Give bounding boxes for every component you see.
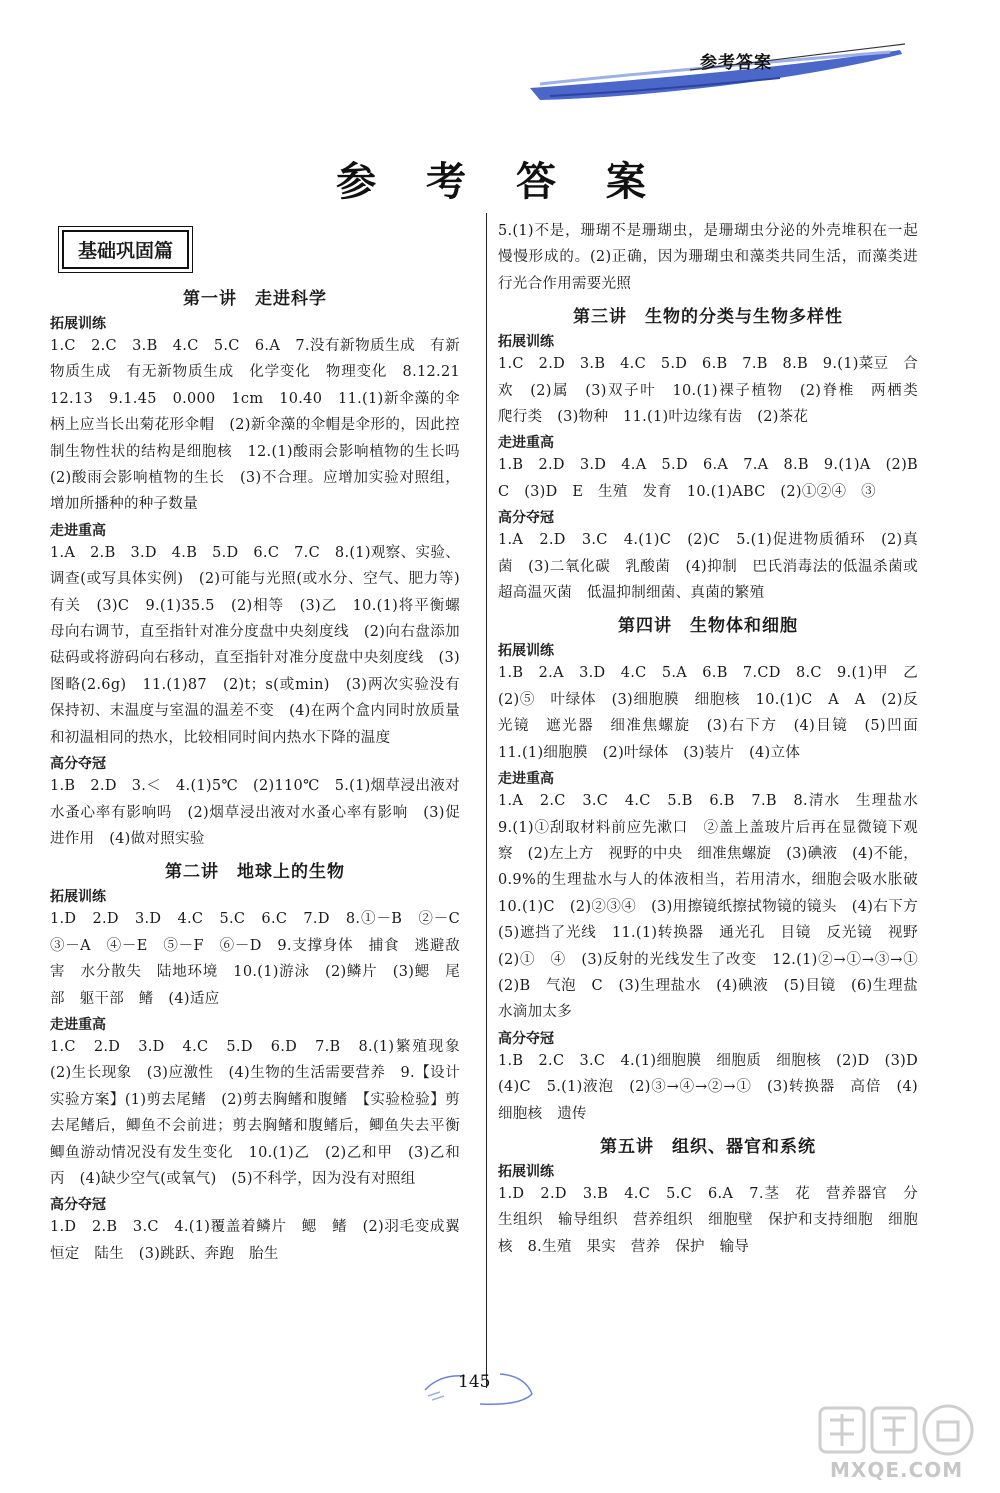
sub-heading: 走进重高 bbox=[498, 435, 554, 452]
lecture-title: 第三讲 生物的分类与生物多样性 bbox=[573, 307, 843, 328]
answer-block: 1.D 2.D 3.D 4.C 5.C 6.C 7.D 8.①－B ②－C ③－A ④－E ⑤－F ⑥－D 9.支撑身体 捕食 逃避敌害 水分散失 陆地环境 10.(1)游泳 (2)鳞片 (3)鳃 尾部 躯干部 鳍 (4)适应 bbox=[50, 911, 475, 1007]
answer-block: 1.C 2.C 3.B 4.C 5.C 6.A 7.没有新物质生成 有新物质生成 有无新物质生成 化学变化 物理变化 8.12.21 12.13 9.1.45 0.000 1cm 10.40 11.(1)新伞藻的伞柄上应当长出菊花形伞帽 (2)新伞藻的伞帽是伞形的，因此控制生物性状的结构是细胞核 12.(1)酸雨会影响植物的生长吗 (2)酸雨会影响植物的生长 (3)不合理。应增加实验对照组，增加所播种的种子数量 bbox=[50, 338, 475, 513]
sub-heading: 拓展训练 bbox=[498, 334, 554, 351]
left-column bbox=[50, 218, 475, 1267]
watermark-text: MXQE.COM bbox=[830, 1458, 964, 1482]
answer-block: 1.B 2.A 3.D 4.C 5.A 6.B 7.CD 8.C 9.(1)甲 乙 (2)⑤ 叶绿体 (3)细胞膜 细胞核 10.(1)C A A (2)反光镜 遮光器 细准焦螺旋 (3)右下方 (4)目镜 (5)凹面 11.(1)细胞膜 (2)叶绿体 (3)装片 (4)立体 bbox=[498, 665, 933, 761]
sub-heading: 拓展训练 bbox=[50, 889, 106, 906]
answer-block: 1.A 2.C 3.C 4.C 5.B 6.B 7.B 8.清水 生理盐水 9.(1)①刮取材料前应先漱口 ②盖上盖玻片后再在显微镜下观察 (2)左上方 视野的中央 细准焦螺旋 (3)碘液 (4)不能，0.9%的生理盐水与人的体液相当，若用清水，细胞会吸水胀破 10.(1)C (2)②③④ (3)用擦镜纸擦拭物镜的镜头 (4)右下方 (5)遮挡了光线 11.(1)转换器 通光孔 目镜 反光镜 视野 (2)① ④ (3)反射的光线发生了改变 12.(1)②→①→③→① (2)B 气泡 C (3)生理盐水 (4)碘液 (5)目镜 (6)生理盐水滴加太多 bbox=[498, 793, 933, 1021]
answer-block: 1.D 2.D 3.B 4.C 5.C 6.A 7.茎 花 营养器官 分生组织 输导组织 营养组织 细胞壁 保护和支持细胞 细胞核 8.生殖 果实 营养 保护 输导 bbox=[498, 1185, 918, 1255]
sub-heading: 拓展训练 bbox=[50, 316, 106, 332]
sub-heading: 高分夺冠 bbox=[50, 1197, 106, 1214]
lecture-title: 第一讲 走进科学 bbox=[183, 289, 327, 309]
page-number: 145 bbox=[458, 1372, 491, 1392]
sub-heading: 拓展训练 bbox=[498, 643, 554, 660]
answer-block: 5.(1)不是，珊瑚不是珊瑚虫，是珊瑚虫分泌的外壳堆积在一起慢慢形成的。(2)正确，因为珊瑚虫和藻类共同生活，而藻类进行光合作用需要光照 bbox=[498, 223, 918, 292]
answer-block: 1.D 2.B 3.C 4.(1)覆盖着鳞片 鳃 鳍 (2)羽毛变成翼 恒定 陆生 (3)跳跃、奔跑 胎生 bbox=[50, 1219, 475, 1262]
sub-heading: 高分夺冠 bbox=[498, 510, 554, 527]
section-label: 基础巩固篇 bbox=[62, 230, 189, 269]
lecture-title: 第四讲 生物体和细胞 bbox=[618, 616, 798, 637]
answer-block: 1.B 2.D 3.＜ 4.(1)5℃ (2)110℃ 5.(1)烟草浸出液对水蚤心率有影响吗 (2)烟草浸出液对水蚤心率有影响 (3)促进作用 (4)做对照实验 bbox=[50, 778, 460, 847]
column-divider bbox=[486, 213, 487, 1388]
sub-heading: 走进重高 bbox=[50, 1016, 106, 1033]
answer-block: 1.A 2.B 3.D 4.B 5.D 6.C 7.C 8.(1)观察、实验、调查(或写具体实例) (2)可能与光照(或水分、空气、肥力等)有关 (3)C 9.(1)35.5 (2)相等 (3)乙 10.(1)将平衡螺母向右调节，直至指针对准分度盘中央刻度线 (2)向右盘添加砝码或将游码向右移动，直至指针对准分度盘中央刻度线 (3)图略(2.6g) 11.(1)87 (2)t；s(或min) (3)两次实验没有保持初、末温度与室温的温差不变 (4)在两个盒内同时放质量和初温相同的热水，比较相同时间内热水下降的温度 bbox=[50, 544, 460, 746]
sub-heading: 拓展训练 bbox=[498, 1163, 554, 1180]
lecture-title: 第二讲 地球上的生物 bbox=[165, 862, 345, 883]
answer-block: 1.B 2.C 3.C 4.(1)细胞膜 细胞质 细胞核 (2)D (3)D (4)C 5.(1)液泡 (2)③→④→②→① (3)转换器 高倍 (4)细胞核 遗传 bbox=[498, 1052, 933, 1122]
lecture-title: 第五讲 组织、器官和系统 bbox=[600, 1136, 816, 1157]
sub-heading: 走进重高 bbox=[498, 771, 554, 788]
answer-block: 1.C 2.D 3.B 4.C 5.D 6.B 7.B 8.B 9.(1)菜豆 合欢 (2)属 (3)双子叶 10.(1)裸子植物 (2)脊椎 两栖类 爬行类 (3)物种 11.(1)叶边缘有齿 (2)茶花 bbox=[498, 356, 933, 426]
answer-block: 1.C 2.D 3.D 4.C 5.D 6.D 7.B 8.(1)繁殖现象 (2)生长现象 (3)应激性 (4)生物的生活需要营养 9.【设计实验方案】(1)剪去尾鳍 (2)剪去胸鳍和腹鳍 【实验检验】剪去尾鳍后，鲫鱼不会前进；剪去胸鳍和腹鳍后，鲫鱼失去平衡 鲫鱼游动情况没有发生变化 10.(1)乙 (2)乙和甲 (3)乙和丙 (4)缺少空气(或氧气) (5)不科学，因为没有对照组 bbox=[50, 1038, 475, 1187]
answer-block: 1.A 2.D 3.C 4.(1)C (2)C 5.(1)促进物质循环 (2)真菌 (3)二氧化碳 乳酸菌 (4)抑制 巴氏消毒法的低温杀菌或超高温灭菌 低温抑制细菌、真菌的繁殖 bbox=[498, 532, 918, 602]
sub-heading: 高分夺冠 bbox=[498, 1030, 554, 1047]
answer-block: 1.B 2.D 3.D 4.A 5.D 6.A 7.A 8.B 9.(1)A (2)B C (3)D E 生殖 发育 10.(1)ABC (2)①②④ ③ bbox=[498, 457, 933, 500]
right-column bbox=[498, 218, 933, 1260]
sub-heading: 走进重高 bbox=[50, 522, 106, 539]
sub-heading: 高分夺冠 bbox=[50, 756, 106, 773]
page-title: 参 考 答 案 bbox=[336, 159, 664, 205]
header-label: 参考答案 bbox=[700, 53, 772, 73]
